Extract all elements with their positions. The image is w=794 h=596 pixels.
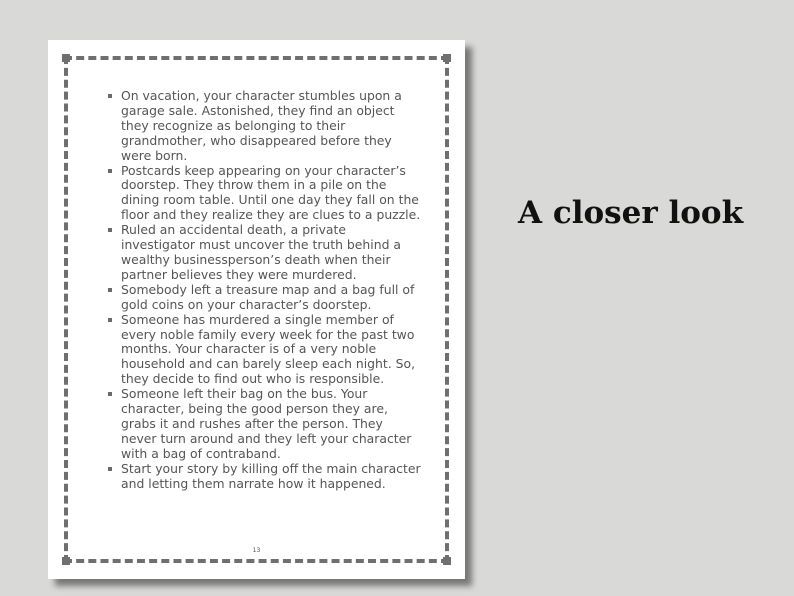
story-prompt-list — [106, 89, 421, 491]
frame-corner — [62, 557, 70, 565]
heading: A closer look — [518, 195, 744, 231]
frame-corner — [443, 54, 451, 62]
page-number: 13 — [252, 547, 261, 554]
story-prompt-item: On vacation, your character stumbles upon a garage sale. Astonished, they find an object they recognize as belonging to their grandmother, who disappeared before they were born. — [106, 89, 421, 164]
document-page — [48, 40, 465, 579]
story-prompt-item: Someone left their bag on the bus. Your character, being the good person they are, grabs it and rushes after the person. They never turn around and they left your character with a bag of contraband. — [106, 387, 421, 462]
frame-corner — [62, 54, 70, 62]
story-prompt-item: Ruled an accidental death, a private investigator must uncover the truth behind a wealthy businessperson’s death when their partner believes they were murdered. — [106, 223, 421, 283]
story-prompt-item: Somebody left a treasure map and a bag full of gold coins on your character’s doorstep. — [106, 283, 421, 313]
story-prompt-item: Start your story by killing off the main character and letting them narrate how it happened. — [106, 462, 421, 492]
story-prompt-item: Someone has murdered a single member of every noble family every week for the past two months. Your character is of a very noble household and can barely sleep each night. So, they decide to find out who is responsible. — [106, 313, 421, 388]
story-prompt-item: Postcards keep appearing on your character’s doorstep. They throw them in a pile on the dining room table. Until one day they fall on the floor and they realize they are clues to a puzzle. — [106, 164, 421, 224]
frame-corner — [443, 557, 451, 565]
